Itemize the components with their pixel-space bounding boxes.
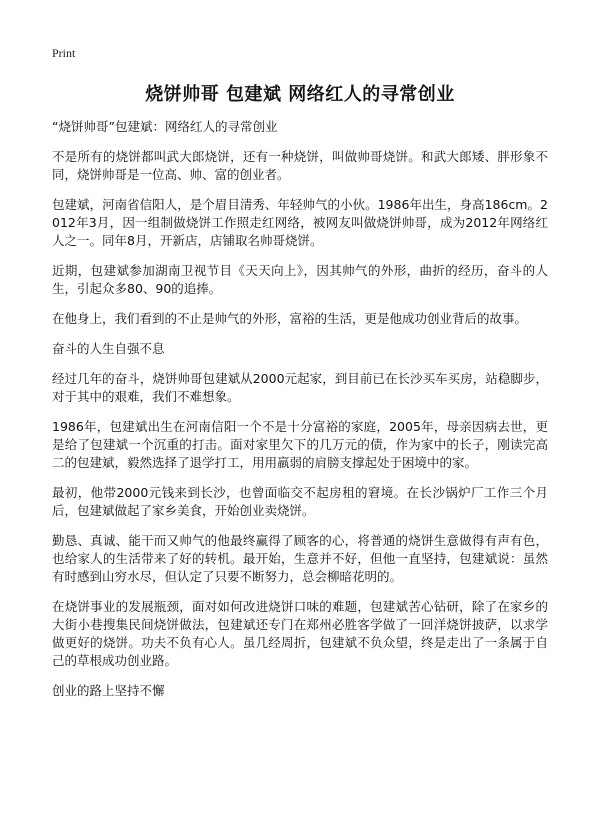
article-paragraph: 不是所有的烧饼都叫武大郎烧饼，还有一种烧饼，叫做帅哥烧饼。和武大郎矮、胖形象不同，烧饼帅哥是一位高、帅、富的创业者。 [52,149,548,182]
article-paragraph: 经过几年的奋斗，烧饼帅哥包建斌从2000元起家，到目前已在长沙买车买房，站稳脚步，对于其中的艰难，我们不难想象。 [52,371,548,404]
article-paragraph: 勤恳、真诚、能干而又帅气的他最终赢得了顾客的心，将普通的烧饼生意做得有声有色，也给家人的生活带来了好的转机。最开始，生意并不好，但他一直坚持，包建斌说：虽然有时感到山穷水尽，但认定了只要不断努力，总会柳暗花明的。 [52,533,548,584]
article-body [52,118,548,712]
section-heading: 创业的路上坚持不懈 [52,683,165,698]
article-paragraph: 在他身上，我们看到的不止是帅气的外形，富裕的生活，更是他成功创业背后的故事。 [52,311,528,326]
article-paragraph: 最初，他带2000元钱来到长沙，也曾面临交不起房租的窘境。在长沙锅炉厂工作三个月后，包建斌做起了家乡美食，开始创业卖烧饼。 [52,485,548,518]
section-heading: 奋斗的人生自强不息 [52,341,165,356]
print-label: Print [52,46,76,60]
article-paragraph: 近期，包建斌参加湖南卫视节目《天天向上》，因其帅气的外形，曲折的经历，奋斗的人生，引起众多80、90的追捧。 [52,263,548,296]
article-paragraph: 在烧饼事业的发展瓶颈，面对如何改进烧饼口味的难题，包建斌苦心钻研，除了在家乡的大街小巷搜集民间烧饼做法，包建斌还专门在郑州必胜客学做了一回洋烧饼披萨，以求学做更好的烧饼。功夫不负有心人。虽几经周折，包建斌不负众望，终是走出了一条属于自己的草根成功创业路。 [52,599,548,668]
article-lead: “烧饼帅哥”包建斌：网络红人的寻常创业 [52,119,278,134]
article-title: 烧饼帅哥 包建斌 网络红人的寻常创业 [145,84,455,105]
article-paragraph: 1986年，包建斌出生在河南信阳一个不是十分富裕的家庭，2005年，母亲因病去世，更是给了包建斌一个沉重的打击。面对家里欠下的几万元的债，作为家中的长子，刚读完高二的包建斌，毅然选择了退学打工，用用羸弱的肩膀支撑起处于困境中的家。 [52,419,548,470]
article-paragraph: 包建斌，河南省信阳人，是个眉目清秀、年轻帅气的小伙。1986年出生，身高186cm。2012年3月，因一组制做烧饼工作照走红网络，被网友叫做烧饼帅哥，成为2012年网络红人之一。同年8月，开新店，店铺取名帅哥烧饼。 [52,197,548,248]
